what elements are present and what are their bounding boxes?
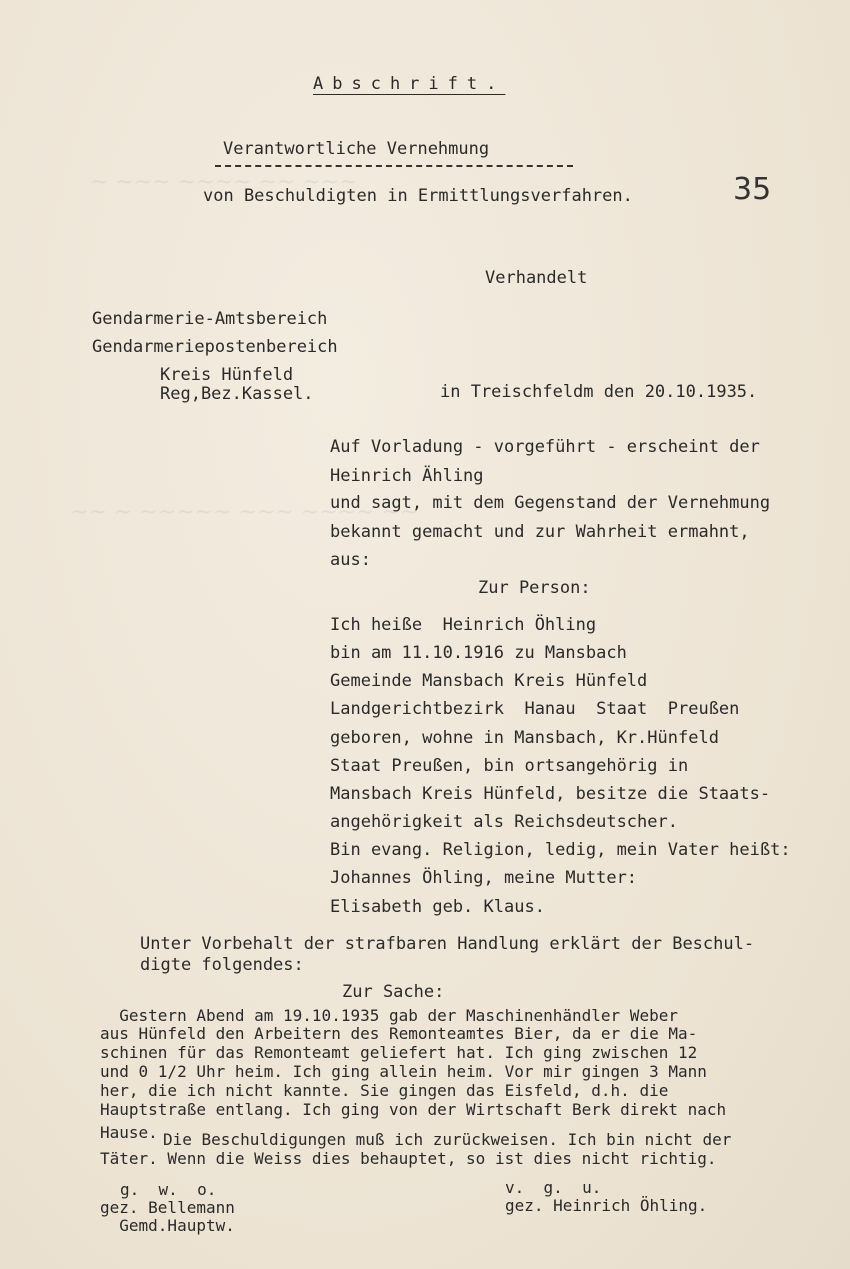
signature-left-line: g. w. o. [120, 1180, 217, 1199]
matter-line: Die Beschuldigungen muß ich zurückweisen. Ich bin nicht der [163, 1130, 732, 1149]
person-line: Ich heiße Heinrich Öhling [330, 615, 597, 635]
matter-line: Gestern Abend am 19.10.1935 gab der Maschinenhändler Weber [100, 1006, 678, 1025]
reservation-line: digte folgendes: [140, 955, 304, 975]
bleed-through-texture: ~~ ~ ~~~~~ ~~~ ~~~~ ~~ [70, 500, 419, 525]
person-line: angehörigkeit als Reichsdeutscher. [330, 812, 678, 832]
person-line: geboren, wohne in Mansbach, Kr.Hünfeld [330, 728, 719, 748]
person-line: Mansbach Kreis Hünfeld, besitze die Staats- [330, 784, 771, 804]
signature-right-line: v. g. u. [505, 1178, 602, 1197]
left-header-line: Reg,Bez.Kassel. [160, 384, 314, 404]
left-header-line: Kreis Hünfeld [160, 365, 294, 385]
document-title: Abschrift. [313, 74, 506, 94]
signature-left-line: gez. Bellemann [100, 1198, 235, 1217]
matter-line: schinen für das Remonteamt geliefert hat. Ich ging zwischen 12 [100, 1043, 698, 1062]
matter-line: Hauptstraße entlang. Ich ging von der Wirtschaft Berk direkt nach [100, 1100, 727, 1119]
person-line: Staat Preußen, bin ortsangehörig in [330, 756, 689, 776]
person-line: Johannes Öhling, meine Mutter: [330, 868, 638, 888]
signature-right-line: gez. Heinrich Öhling. [505, 1196, 708, 1215]
intro-line: aus: [330, 550, 371, 570]
verhandelt-label: Verhandelt [485, 268, 588, 288]
intro-line: Heinrich Ähling [330, 466, 484, 486]
signature-left-line: Gemd.Hauptw. [100, 1216, 235, 1235]
person-line: Bin evang. Religion, ledig, mein Vater heißt: [330, 840, 791, 860]
left-header-line: Gendarmerie-Amtsbereich [92, 309, 328, 329]
page-number: 35 [733, 172, 772, 207]
reservation-line: Unter Vorbehalt der strafbaren Handlung erklärt der Beschul- [140, 934, 755, 954]
person-line: bin am 11.10.1916 zu Mansbach [330, 643, 627, 663]
matter-line: Hause. [100, 1123, 158, 1142]
intro-line: bekannt gemacht und zur Wahrheit ermahnt, [330, 522, 750, 542]
bleed-through-texture: ~ ~~~ ~~~~ ~~ ~~~ [90, 170, 358, 195]
intro-line: und sagt, mit dem Gegenstand der Vernehmung [330, 493, 771, 513]
person-heading: Zur Person: [478, 578, 591, 598]
intro-line: Auf Vorladung - vorgeführt - erscheint der [330, 437, 760, 457]
person-line: Elisabeth geb. Klaus. [330, 897, 545, 917]
document-subheading: von Beschuldigten in Ermittlungsverfahren. [203, 186, 633, 206]
left-header-line: Gendarmeriepostenbereich [92, 337, 338, 357]
person-line: Gemeinde Mansbach Kreis Hünfeld [330, 671, 648, 691]
heading-underline [215, 165, 573, 167]
matter-line: her, die ich nicht kannte. Sie gingen das Eisfeld, d.h. die [100, 1081, 669, 1100]
matter-heading: Zur Sache: [342, 982, 445, 1002]
person-line: Landgerichtbezirk Hanau Staat Preußen [330, 699, 740, 719]
matter-line: aus Hünfeld den Arbeitern des Remonteamtes Bier, da er die Ma- [100, 1024, 698, 1043]
matter-line: Täter. Wenn die Weiss dies behauptet, so ist dies nicht richtig. [100, 1149, 717, 1168]
matter-line: und 0 1/2 Uhr heim. Ich ging allein heim. Vor mir gingen 3 Mann [100, 1062, 707, 1081]
document-heading: Verantwortliche Vernehmung [223, 139, 490, 159]
place-date: in Treischfeldm den 20.10.1935. [440, 382, 758, 402]
